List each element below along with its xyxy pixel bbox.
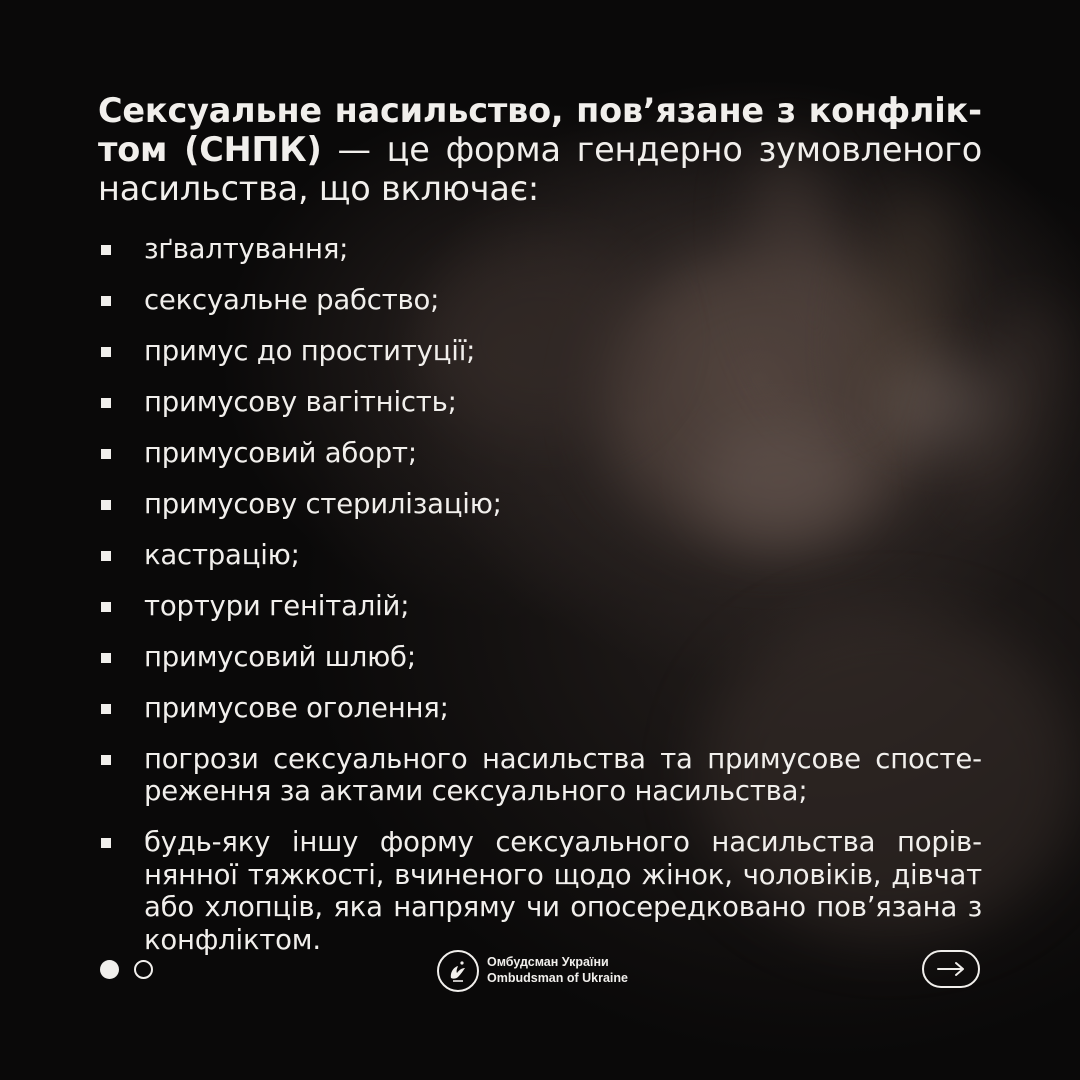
logo-line-ukrainian: Омбудсман України [487, 955, 609, 970]
bullet-icon [101, 398, 111, 408]
logo-line-english: Ombudsman of Ukraine [487, 971, 628, 985]
bullet-icon [101, 296, 111, 306]
bullet-icon [101, 245, 111, 255]
bullet-icon [101, 500, 111, 510]
list-item: примусову вагітність; [98, 386, 982, 418]
pagination-dot-active[interactable] [100, 960, 119, 979]
bullet-icon [101, 551, 111, 561]
list-item: примус до проституції; [98, 335, 982, 367]
bullet-icon [101, 838, 111, 848]
ombudsman-logo-icon [437, 950, 479, 992]
pagination-dot-inactive[interactable] [134, 960, 153, 979]
list-item: зґвалтування; [98, 233, 982, 265]
list-item: тортури геніталій; [98, 590, 982, 622]
list-item: примусову стерилізацію; [98, 488, 982, 520]
main-content [98, 92, 982, 975]
bullet-icon [101, 704, 111, 714]
list-item: примусове оголення; [98, 692, 982, 724]
next-slide-button[interactable] [922, 950, 980, 988]
bullet-icon [101, 449, 111, 459]
ombudsman-logo [437, 947, 628, 995]
list-item: сексуальне рабство; [98, 284, 982, 316]
list-item: будь-яку іншу форму сексуального насильства порівнянної тяжкості, вчиненого щодо жінок, чоловіків, дівчат або хлопців, яка напряму чи опосередковано пов’язана з конфліктом. [98, 826, 982, 956]
list-item: примусовий шлюб; [98, 641, 982, 673]
footer [0, 940, 1080, 1000]
bullet-icon [101, 755, 111, 765]
bullet-icon [101, 653, 111, 663]
violence-forms-list [98, 233, 982, 957]
list-item: примусовий аборт; [98, 437, 982, 469]
bullet-icon [101, 347, 111, 357]
list-item: погрози сексуального насильства та примусове спостереження за актами сексуального насильства; [98, 743, 982, 808]
arrow-right-icon [936, 961, 966, 977]
heading-regular: — це форма гендерно зумовленого насильства, що включає: [98, 129, 982, 208]
heading-bold: Сексуальне насильство, пов’язане з конфліктом (СНПК) [98, 91, 982, 169]
bullet-icon [101, 602, 111, 612]
list-item: кастрацію; [98, 539, 982, 571]
heading [98, 92, 982, 209]
